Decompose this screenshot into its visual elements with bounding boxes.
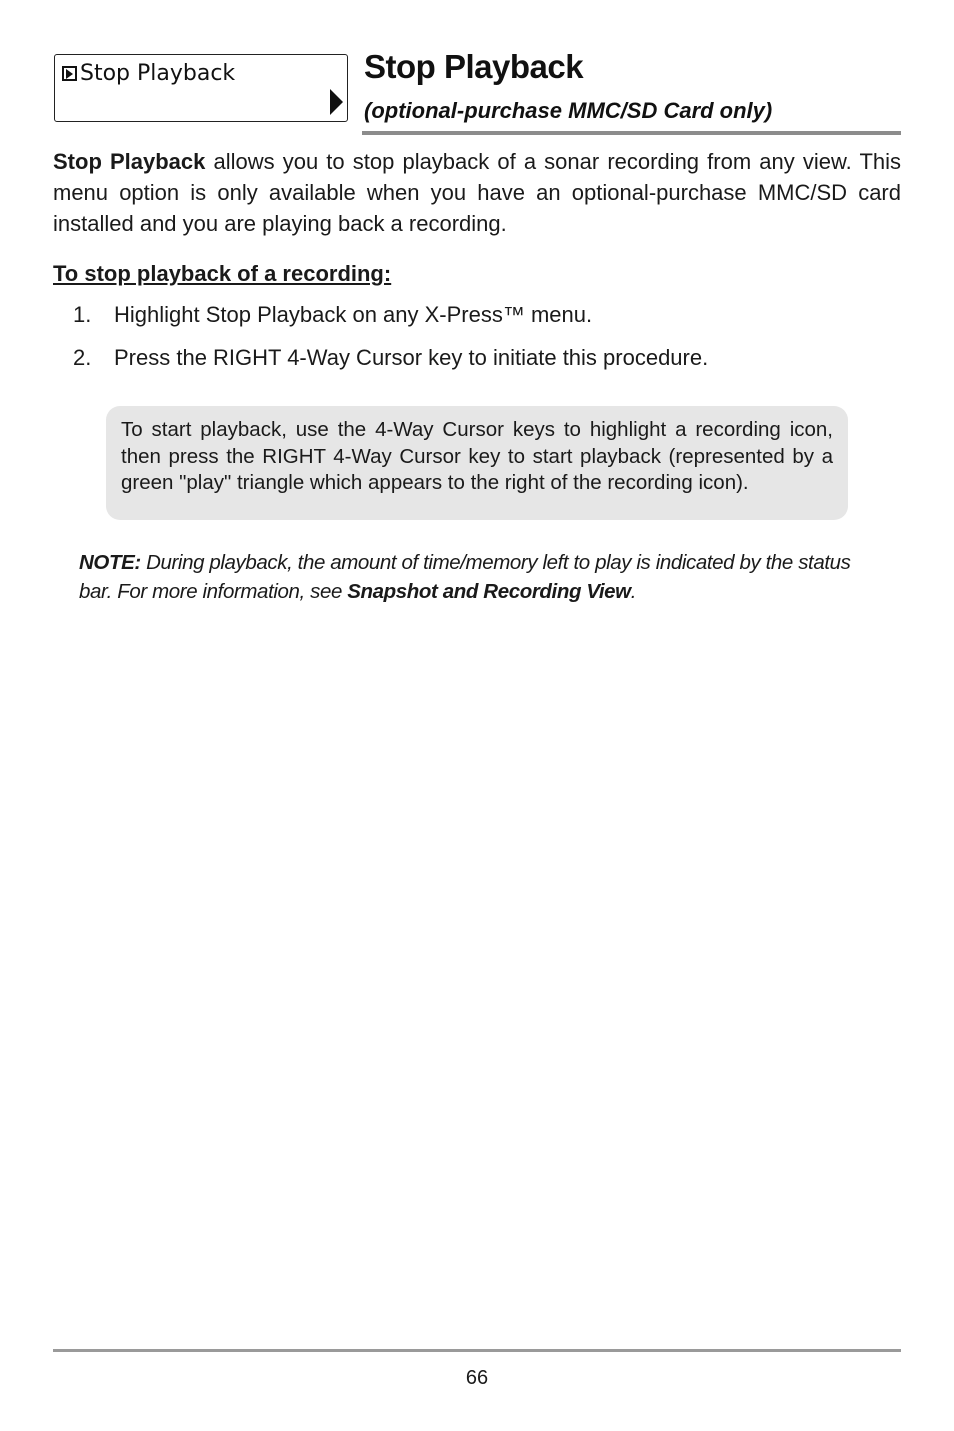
note-reference-link[interactable]: Snapshot and Recording View	[347, 580, 631, 603]
intro-term: Stop Playback	[53, 149, 206, 174]
step-text: Highlight Stop Playback on any X-Press™ menu.	[114, 302, 593, 327]
play-checkbox-icon	[62, 66, 77, 81]
procedure-step	[73, 302, 592, 328]
step-number: 2.	[73, 345, 92, 370]
note-label: NOTE:	[79, 551, 141, 574]
intro-paragraph	[53, 146, 901, 239]
intro-text: allows you to stop playback of a sonar recording from any view. This menu option is only available when you have an optional-purchase MMC/SD card installed and you are playing back a recording.	[53, 149, 902, 236]
title-divider	[362, 131, 901, 135]
menu-item-label: Stop Playback	[80, 61, 236, 86]
note-paragraph	[79, 548, 879, 606]
page-subtitle: (optional-purchase MMC/SD Card only)	[364, 98, 773, 123]
note-text: During playback, the amount of time/memory left to play is indicated by the status bar. For more information, see	[79, 551, 851, 603]
menu-item-preview	[54, 54, 348, 122]
page-number: 66	[465, 1367, 489, 1389]
note-end: .	[630, 580, 637, 603]
tip-text: To start playback, use the 4-Way Cursor keys to highlight a recording icon, then press the RIGHT 4-Way Cursor key to start playback (represented by a green "play" triangle which appears to the right of the recording icon).	[121, 418, 833, 494]
page-title: Stop Playback	[364, 48, 584, 85]
procedure-step	[73, 345, 708, 371]
step-text: Press the RIGHT 4-Way Cursor key to initiate this procedure.	[114, 345, 709, 370]
right-arrow-icon	[330, 89, 343, 115]
footer-divider	[53, 1349, 901, 1352]
step-number: 1.	[73, 302, 92, 327]
procedure-heading: To stop playback of a recording:	[53, 261, 392, 286]
tip-box	[106, 406, 848, 520]
